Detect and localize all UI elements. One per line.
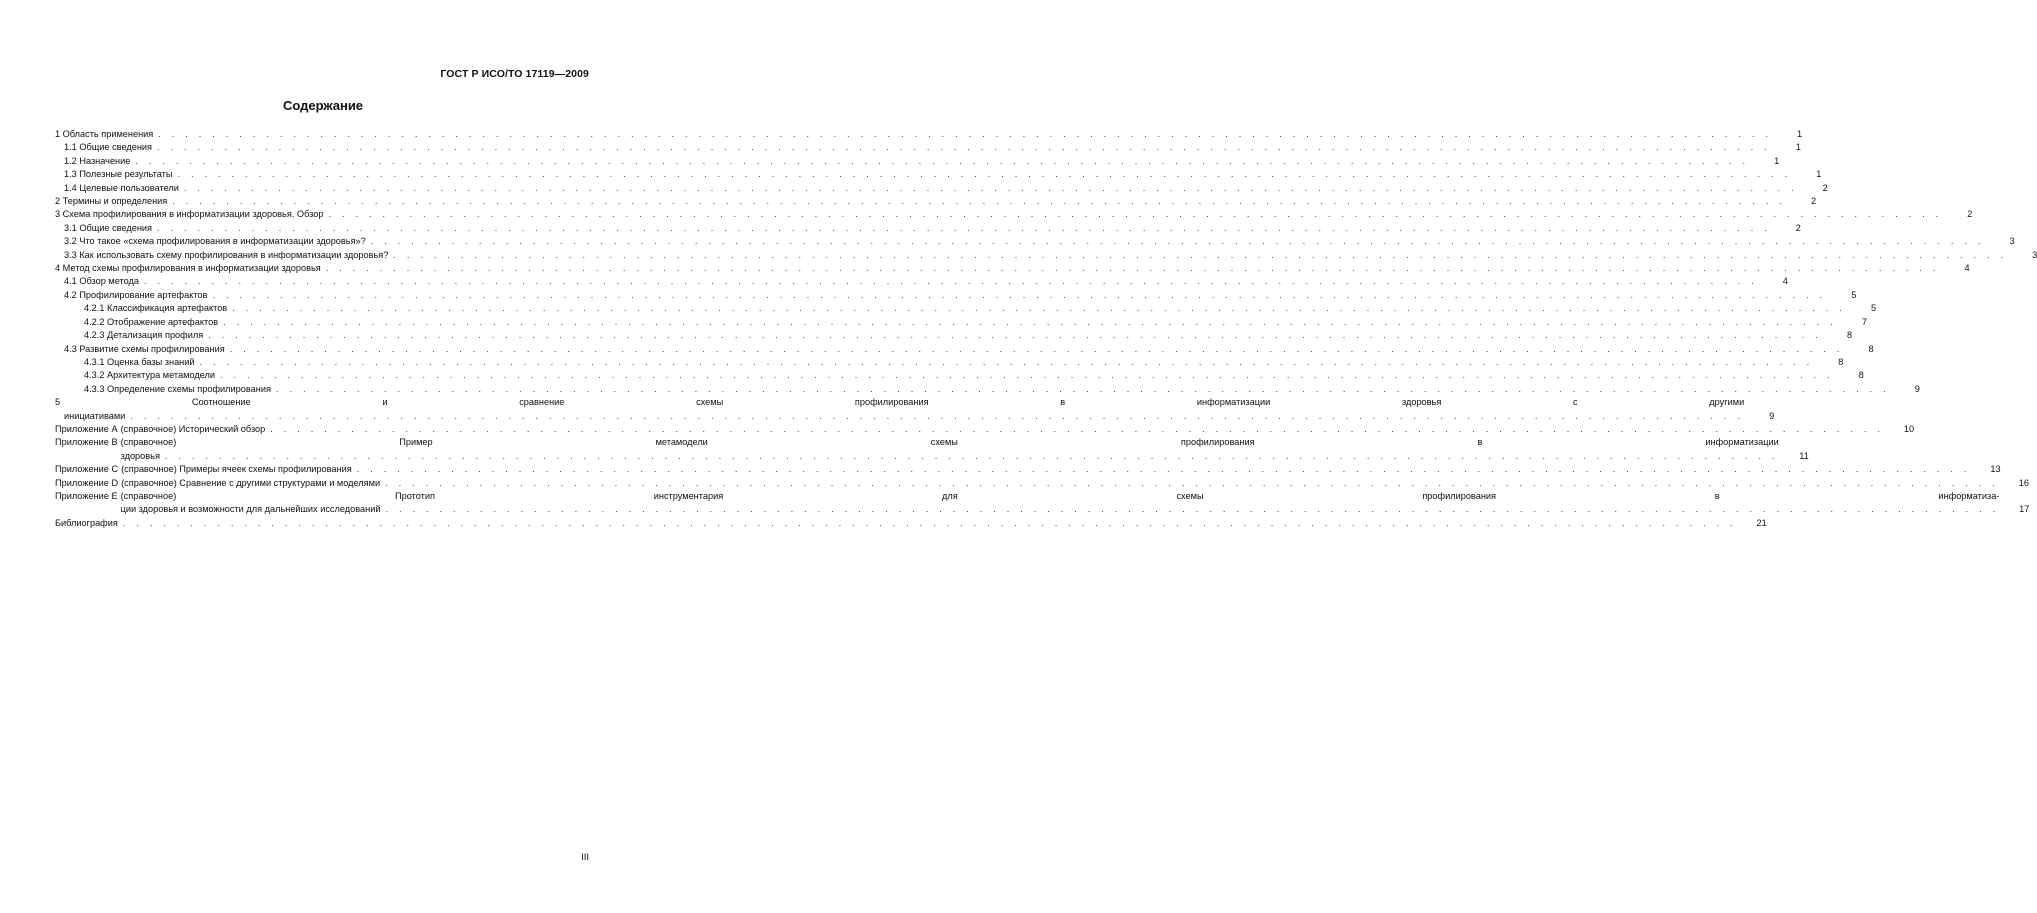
toc-entry-page: 8 — [1868, 343, 1874, 354]
toc-entry-title: 5 Соотношение и сравнение схемы профилирования в информатизации здоровья с другими — [55, 397, 1745, 408]
toc-entry-body — [55, 396, 1744, 423]
toc-entry-title: (справочное) Сравнение с другими структурами и моделями — [121, 477, 383, 490]
toc-entry-page: 3 — [2032, 249, 2037, 260]
toc-entry[interactable] — [55, 262, 1970, 275]
toc-entry[interactable] — [55, 356, 1844, 369]
toc-entry-body — [55, 517, 1737, 530]
toc-entry[interactable] — [55, 235, 2015, 248]
toc-entry-title: 1.3 Полезные результаты — [64, 168, 175, 181]
toc-entry-title-cont: инициативами — [64, 410, 128, 423]
toc-leader-dots: . . . . . . . . . . . . . . . . . . . . . . . . . . . . . . . . . . . . . . . . . . . . . . . . . . . . . . . . . . . . . . . . . . . . . . . . . . . . . . . . . . . . . . . . . . . . . . . . . . . . . . . . . . . . . . . . . . . . . . . . — [393, 249, 2008, 260]
toc-leader-dots: . . . . . . . . . . . . . . . . . . . . . . . . . . . . . . . . . . . . . . . . . . . . . . . . . . . . . . . . . . . . . . . . . . . . . . . . . . . . . . . . . . . . . . . . . . . . . . . . . . . . . . . . . . . . . . . . . . . . . . . . — [157, 142, 1771, 153]
toc-entry-title: (справочное) Прототип инструментария для схемы профилирования в информатиза- — [120, 490, 2000, 501]
toc-entry-page: 1 — [1816, 169, 1822, 180]
toc-entry[interactable] — [55, 195, 1817, 208]
document-code: ГОСТ Р ИСО/ТО 17119—2009 — [440, 68, 589, 80]
toc-entry[interactable] — [55, 168, 1822, 181]
toc-entry-title: (справочное) Примеры ячеек схемы профилирования — [121, 463, 355, 476]
toc-entry-page: 2 — [1811, 196, 1817, 207]
toc-entry[interactable] — [55, 182, 1828, 195]
toc-entry[interactable] — [55, 343, 1874, 356]
appendix-label: Приложение В — [55, 437, 118, 448]
toc-entry-body — [55, 490, 1999, 517]
table-of-contents — [55, 128, 2037, 530]
toc-entry-line — [121, 503, 2000, 516]
toc-entry-page: 7 — [1861, 316, 1867, 327]
toc-entry-page: 21 — [1756, 517, 1767, 528]
toc-entry-page: 8 — [1846, 330, 1853, 341]
toc-entry-title: 4.1 Обзор метода — [64, 275, 142, 288]
toc-entry[interactable] — [55, 222, 1801, 235]
toc-entry-page: 13 — [1990, 464, 2001, 475]
toc-entry-page: 3 — [2009, 236, 2015, 247]
toc-entry[interactable] — [55, 369, 1864, 382]
toc-entry-line — [121, 477, 1999, 490]
toc-entry[interactable] — [55, 289, 1857, 302]
toc-leader-dots: . . . . . . . . . . . . . . . . . . . . . . . . . . . . . . . . . . . . . . . . . . . . . . . . . . . . . . . . . . . . . . . . . . . . . . . . . . . . . . . . . . . . . . . . . . . . . . . . . . . . . . . . . . . . . . . . . . . . . . . . — [370, 236, 1985, 247]
toc-entry-page: 2 — [1795, 222, 1801, 233]
appendix-label: Приложение С — [55, 464, 119, 475]
appendix-label: Приложение А — [55, 423, 118, 434]
toc-entry-page: 4 — [1964, 263, 1970, 274]
toc-entry-content — [121, 463, 1971, 476]
toc-entry-content — [55, 517, 1737, 530]
toc-leader-dots: . . . . . . . . . . . . . . . . . . . . . . . . . . . . . . . . . . . . . . . . . . . . . . . . . . . . . . . . . . . . . . . . . . . . . . . . . . . . . . . . . . . . . . . . . . . . . . . . . . . . . . . . . . . . . . . . . . . . . . . . — [183, 182, 1798, 193]
toc-entry-line — [55, 410, 1744, 423]
toc-leader-dots: . . . . . . . . . . . . . . . . . . . . . . . . . . . . . . . . . . . . . . . . . . . . . . . . . . . . . . . . . . . . . . . . . . . . . . . . . . . . . . . . . . . . . . . . . . . . . . . . . . . . . . . . . . . . . . . . . . . . . . . . — [212, 289, 1827, 300]
toc-entry-page: 5 — [1870, 303, 1877, 314]
toc-entry[interactable] — [55, 316, 1867, 329]
toc-entry-title: 4 Метод схемы профилирования в информатизации здоровья — [55, 262, 324, 275]
toc-entry[interactable] — [55, 302, 1877, 315]
toc-leader-dots: . . . . . . . . . . . . . . . . . . . . . . . . . . . . . . . . . . . . . . . . . . . . . . . . . . . . . . . . . . . . . . . . . . . . . . . . . . . . . . . . . . . . . . . . . . . . . . . . . . . . . . . . . . . . . . . . . . . . . . . . — [219, 370, 1834, 381]
toc-leader-dots: . . . . . . . . . . . . . . . . . . . . . . . . . . . . . . . . . . . . . . . . . . . . . . . . . . . . . . . . . . . . . . . . . . . . . . . . . . . . . . . . . . . . . . . . . . . . . . . . . . . . . . . . . . . . . . . . . . . . . . . . — [385, 477, 1999, 488]
toc-entry-body — [55, 423, 1884, 436]
toc-leader-dots: . . . . . . . . . . . . . . . . . . . . . . . . . . . . . . . . . . . . . . . . . . . . . . . . . . . . . . . . . . . . . . . . . . . . . . . . . . . . . . . . . . . . . . . . . . . . . . . . . . . . . . . . . . . . . . . . . . . . . . . . — [199, 356, 1814, 367]
toc-entry-page: 1 — [1797, 129, 1803, 139]
toc-entry-title: 4.2.3 Детализация профиля — [84, 329, 206, 342]
toc-entry-title: 3 Схема профилирования в информатизации здоровья. Обзор — [55, 208, 326, 221]
toc-leader-dots: . . . . . . . . . . . . . . . . . . . . . . . . . . . . . . . . . . . . . . . . . . . . . . . . . . . . . . . . . . . . . . . . . . . . . . . . . . . . . . . . . . . . . . . . . . . . . . . . . . . . . . . . . . . . . . . . . . . . . . . . — [328, 209, 1943, 220]
toc-entry-title: 1 Область применения — [55, 128, 156, 141]
toc-entry-title: 3.3 Как использовать схему профилирования в информатизации здоровья? — [64, 249, 391, 262]
toc-entry-line — [121, 463, 1971, 476]
toc-entry-content — [55, 396, 1744, 423]
toc-entry-title: 3.1 Общие сведения — [64, 222, 155, 235]
toc-leader-dots: . . . . . . . . . . . . . . . . . . . . . . . . . . . . . . . . . . . . . . . . . . . . . . . . . . . . . . . . . . . . . . . . . . . . . . . . . . . . . . . . . . . . . . . . . . . . . . . . . . . . . . . . . . . . . . . . . . . . . . . . — [158, 129, 1773, 139]
toc-entry-page: 1 — [1774, 155, 1780, 166]
toc-entry[interactable] — [55, 490, 2030, 517]
toc-leader-dots: . . . . . . . . . . . . . . . . . . . . . . . . . . . . . . . . . . . . . . . . . . . . . . . . . . . . . . . . . . . . . . . . . . . . . . . . . . . . . . . . . . . . . . . . . . . . . . . . . . . . . . . . . . . . . . . . . . . . . . . . — [177, 169, 1792, 180]
toc-entry-title: Библиография — [55, 517, 121, 530]
toc-entry-content — [121, 477, 1999, 490]
toc-leader-dots: . . . . . . . . . . . . . . . . . . . . . . . . . . . . . . . . . . . . . . . . . . . . . . . . . . . . . . . . . . . . . . . . . . . . . . . . . . . . . . . . . . . . . . . . . . . . . . . . . . . . . . . . . . . . . . . . . . . . . . . . — [223, 316, 1837, 327]
toc-entry[interactable] — [55, 383, 1920, 396]
toc-entry-title: 1.1 Общие сведения — [64, 141, 155, 154]
toc-entry-page: 8 — [1858, 370, 1864, 381]
toc-leader-dots: . . . . . . . . . . . . . . . . . . . . . . . . . . . . . . . . . . . . . . . . . . . . . . . . . . . . . . . . . . . . . . . . . . . . . . . . . . . . . . . . . . . . . . . . . . . . . . . . . . . . . . . . . . . . . . . . . . . . . . . . — [144, 276, 1758, 287]
toc-entry-title: 4.3.1 Оценка базы знаний — [84, 356, 198, 369]
toc-leader-dots: . . . . . . . . . . . . . . . . . . . . . . . . . . . . . . . . . . . . . . . . . . . . . . . . . . . . . . . . . . . . . . . . . . . . . . . . . . . . . . . . . . . . . . . . . . . . . . . . . . . . . . . . . . . . . . . . . . . . . . . . — [232, 303, 1847, 314]
toc-entry-title: 1.2 Назначение — [64, 155, 133, 168]
toc-leader-dots: . . . . . . . . . . . . . . . . . . . . . . . . . . . . . . . . . . . . . . . . . . . . . . . . . . . . . . . . . . . . . . . . . . . . . . . . . . . . . . . . . . . . . . . . . . . . . . . . . . . . . . . . . . . . . . . . . . . . . . . . — [130, 410, 1745, 421]
toc-entry-title-cont: здоровья — [121, 450, 163, 463]
page-number: III — [581, 852, 589, 863]
toc-entry-title: 2 Термины и определения — [55, 195, 170, 208]
toc-leader-dots: . . . . . . . . . . . . . . . . . . . . . . . . . . . . . . . . . . . . . . . . . . . . . . . . . . . . . . . . . . . . . . . . . . . . . . . . . . . . . . . . . . . . . . . . . . . . . . . . . . . . . . . . . . . . . . . . . . . . . . . . — [275, 383, 1890, 394]
toc-entry-page: 5 — [1851, 289, 1857, 300]
toc-entry-title: 4.3.2 Архитектура метамодели — [84, 369, 218, 382]
toc-leader-dots: . . . . . . . . . . . . . . . . . . . . . . . . . . . . . . . . . . . . . . . . . . . . . . . . . . . . . . . . . . . . . . . . . . . . . . . . . . . . . . . . . . . . . . . . . . . . . . . . . . . . . . . . . . . . . . . . . . . . . . . . — [135, 155, 1750, 166]
appendix-label: Приложение D — [55, 477, 119, 488]
toc-entry-title: (справочное) Исторический обзор — [121, 423, 269, 436]
toc-entry-title: 4.3.3 Определение схемы профилирования — [84, 383, 274, 396]
toc-entry-title: 4.3 Развитие схемы профилирования — [64, 343, 228, 356]
toc-entry[interactable] — [55, 141, 1801, 154]
toc-entry-title: 3.2 Что такое «схема профилирования в информатизации здоровья»? — [64, 235, 369, 248]
toc-entry-content — [121, 490, 2000, 517]
toc-entry[interactable] — [55, 249, 2037, 262]
toc-entry-page: 9 — [1769, 410, 1775, 421]
toc-entry-title: 1.4 Целевые пользователи — [64, 182, 182, 195]
toc-entry-page: 2 — [1822, 182, 1828, 193]
toc-entry[interactable] — [55, 275, 1788, 288]
toc-entry-content — [121, 423, 1885, 436]
toc-entry[interactable] — [55, 155, 1780, 168]
toc-leader-dots: . . . . . . . . . . . . . . . . . . . . . . . . . . . . . . . . . . . . . . . . . . . . . . . . . . . . . . . . . . . . . . . . . . . . . . . . . . . . . . . . . . . . . . . . . . . . . . . . . . . . . . . . . . . . . . . . . . . . . . . . — [356, 464, 1971, 475]
toc-entry-body — [55, 436, 1779, 463]
toc-entry-page: 8 — [1838, 356, 1844, 367]
toc-entry-page: 9 — [1914, 383, 1920, 394]
toc-entry-title: 4.2.2 Отображение артефактов — [84, 316, 221, 329]
toc-entry[interactable] — [55, 423, 1915, 436]
toc-entry[interactable] — [55, 477, 2029, 490]
toc-entry-title-cont: ции здоровья и возможности для дальнейших исследований — [121, 503, 384, 516]
toc-entry-content — [121, 436, 1779, 463]
toc-entry[interactable] — [55, 463, 2001, 476]
toc-leader-dots: . . . . . . . . . . . . . . . . . . . . . . . . . . . . . . . . . . . . . . . . . . . . . . . . . . . . . . . . . . . . . . . . . . . . . . . . . . . . . . . . . . . . . . . . . . . . . . . . . . . . . . . . . . . . . . . . . . . . . . . . — [229, 343, 1844, 354]
toc-entry-page: 17 — [2019, 504, 2030, 515]
toc-entry[interactable] — [55, 396, 1775, 423]
toc-entry-line — [121, 450, 1779, 463]
toc-leader-dots: . . . . . . . . . . . . . . . . . . . . . . . . . . . . . . . . . . . . . . . . . . . . . . . . . . . . . . . . . . . . . . . . . . . . . . . . . . . . . . . . . . . . . . . . . . . . . . . . . . . . . . . . . . . . . . . . . . . . . . . . — [385, 504, 2000, 515]
toc-leader-dots: . . . . . . . . . . . . . . . . . . . . . . . . . . . . . . . . . . . . . . . . . . . . . . . . . . . . . . . . . . . . . . . . . . . . . . . . . . . . . . . . . . . . . . . . . . . . . . . . . . . . . . . . . . . . . . . . . . . . . . . . — [157, 222, 1771, 233]
toc-entry-page: 1 — [1795, 142, 1801, 153]
toc-leader-dots: . . . . . . . . . . . . . . . . . . . . . . . . . . . . . . . . . . . . . . . . . . . . . . . . . . . . . . . . . . . . . . . . . . . . . . . . . . . . . . . . . . . . . . . . . . . . . . . . . . . . . . . . . . . . . . . . . . . . . . . . — [172, 196, 1787, 207]
appendix-label: Приложение Е — [55, 490, 118, 501]
toc-entry-line — [121, 423, 1885, 436]
toc-entry-title: (справочное) Пример метамодели схемы профилирования в информатизации — [120, 437, 1779, 448]
toc-entry[interactable] — [55, 128, 1803, 141]
toc-entry-title: 4.2.1 Классификация артефактов — [84, 302, 230, 315]
toc-entry-body — [55, 463, 1971, 476]
toc-entry-page: 2 — [1967, 209, 1973, 220]
toc-entry-title: 4.2 Профилирование артефактов — [64, 289, 210, 302]
toc-leader-dots: . . . . . . . . . . . . . . . . . . . . . . . . . . . . . . . . . . . . . . . . . . . . . . . . . . . . . . . . . . . . . . . . . . . . . . . . . . . . . . . . . . . . . . . . . . . . . . . . . . . . . . . . . . . . . . . . . . . . . . . . — [270, 423, 1885, 434]
toc-entry-page: 10 — [1903, 423, 1915, 434]
toc-entry-body — [55, 477, 1999, 490]
toc-entry-line — [55, 517, 1737, 530]
toc-entry[interactable] — [55, 329, 1853, 342]
toc-entry[interactable] — [55, 517, 1767, 530]
toc-entry-page: 11 — [1799, 450, 1809, 461]
toc-entry[interactable] — [55, 436, 1809, 463]
toc-leader-dots: . . . . . . . . . . . . . . . . . . . . . . . . . . . . . . . . . . . . . . . . . . . . . . . . . . . . . . . . . . . . . . . . . . . . . . . . . . . . . . . . . . . . . . . . . . . . . . . . . . . . . . . . . . . . . . . . . . . . . . . . — [325, 263, 1940, 274]
toc-leader-dots: . . . . . . . . . . . . . . . . . . . . . . . . . . . . . . . . . . . . . . . . . . . . . . . . . . . . . . . . . . . . . . . . . . . . . . . . . . . . . . . . . . . . . . . . . . . . . . . . . . . . . . . . . . . . . . . . . . . . . . . . — [164, 450, 1779, 461]
toc-entry-page: 4 — [1782, 276, 1788, 287]
toc-entry[interactable] — [55, 208, 1973, 221]
page-title: Содержание — [282, 98, 364, 113]
toc-leader-dots: . . . . . . . . . . . . . . . . . . . . . . . . . . . . . . . . . . . . . . . . . . . . . . . . . . . . . . . . . . . . . . . . . . . . . . . . . . . . . . . . . . . . . . . . . . . . . . . . . . . . . . . . . . . . . . . . . . . . . . . . — [122, 517, 1737, 528]
toc-leader-dots: . . . . . . . . . . . . . . . . . . . . . . . . . . . . . . . . . . . . . . . . . . . . . . . . . . . . . . . . . . . . . . . . . . . . . . . . . . . . . . . . . . . . . . . . . . . . . . . . . . . . . . . . . . . . . . . . . . . . . . . . — [208, 330, 1823, 341]
toc-entry-page: 16 — [2018, 477, 2029, 488]
